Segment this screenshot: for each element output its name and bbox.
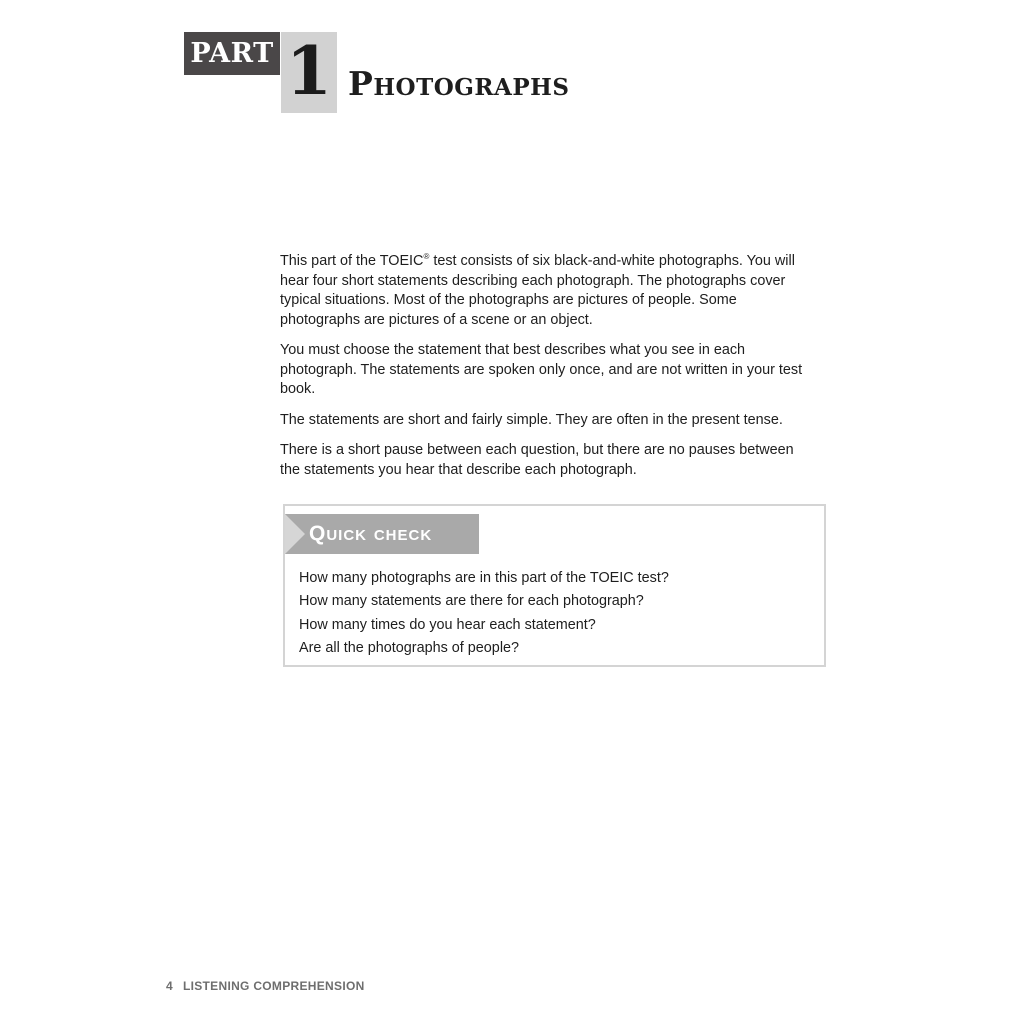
quick-check-question: Are all the photographs of people? (299, 639, 520, 656)
intro-paragraph-1-end: test consists of six black-and-white photographs. You will hear four short statements describing each photograph. The photographs cover typical situations. Most of the photographs are pictures of people. Some photographs are pictures of a scene or an object. (280, 253, 795, 328)
part-number: 1 (286, 32, 332, 110)
intro-paragraph-1 (280, 252, 812, 330)
intro-paragraph-3: The statements are short and fairly simple. They are often in the present tense. (280, 411, 783, 428)
quick-check-questions (299, 567, 669, 660)
intro-paragraph-2: You must choose the statement that best describes what you see in each photograph. The statements are spoken only once, and are not written in your test book. (280, 342, 803, 397)
quick-check-question: How many statements are there for each photograph? (299, 593, 644, 610)
intro-paragraph-4: There is a short pause between each question, but there are no pauses between the statements you hear that describe each photograph. (280, 442, 794, 478)
footer-section-title: LISTENING COMPREHENSION (182, 979, 365, 993)
quick-check-title: Quick check (309, 522, 433, 545)
intro-text (280, 252, 812, 491)
quick-check-notch (285, 514, 305, 554)
page-title: Photographs (348, 64, 570, 103)
intro-paragraph-1-start: This part of the TOEIC (280, 253, 424, 269)
part-label: PART (184, 32, 280, 75)
page-number: 4 (166, 979, 173, 993)
registered-mark: ® (423, 252, 430, 262)
page-footer (166, 979, 365, 993)
quick-check-tab (285, 514, 479, 554)
quick-check-question: How many photographs are in this part of the TOEIC test? (299, 570, 669, 586)
quick-check-box (283, 504, 826, 667)
quick-check-question: How many times do you hear each statement? (299, 616, 596, 633)
